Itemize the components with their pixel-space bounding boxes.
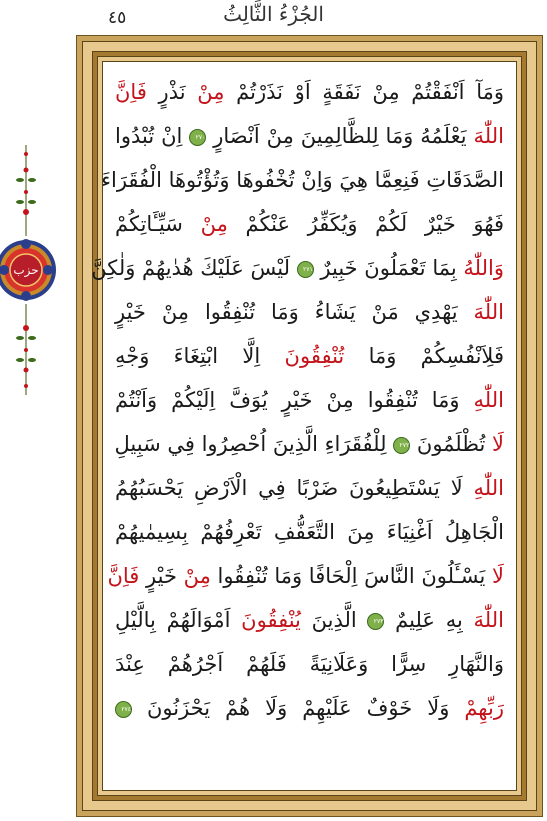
- verse-text: بِمَا تَعْمَلُونَ خَبِيرٌ: [320, 256, 457, 280]
- verse-text: فَهُوَ خَيْرٌ لَكُمْ وَيُكَفِّرُ عَنْكُمْ: [245, 212, 504, 236]
- ayah-end-marker: ٢٧٣: [367, 613, 384, 630]
- verse-text: الَّذِينَ: [311, 608, 357, 632]
- tajweed-red-text: وَاللّٰهُ: [463, 256, 504, 280]
- verse-text: اِنْ تُبْدُوا: [115, 124, 183, 148]
- verse-text: تُظْلَمُونَ: [416, 432, 486, 456]
- tajweed-red-text: لَا: [492, 564, 504, 588]
- verse-text: نَذْرٍ: [158, 80, 186, 104]
- verse-text: يَسْـَٔلُونَ النَّاسَ اِلْحَافًا وَمَا تُنْفِقُوا: [217, 564, 486, 588]
- tajweed-red-text: اللّٰهِ: [473, 476, 504, 500]
- text-line: [107, 554, 504, 598]
- text-line: [115, 466, 504, 510]
- tajweed-red-text: اللّٰهِ: [473, 388, 504, 412]
- verse-text: اِلَّا ابْتِغَاءَ وَجْهِ: [115, 344, 261, 368]
- tajweed-red-text: اللّٰهَ: [473, 300, 504, 324]
- ayah-end-marker: ٢٧٠: [189, 129, 206, 146]
- tajweed-red-text: رَبِّهِمْ: [464, 696, 504, 720]
- verse-text: خَيْرٍ: [146, 564, 177, 588]
- page-frame: [76, 35, 543, 817]
- ayah-end-marker: ٢٧١: [297, 261, 314, 278]
- text-line: [115, 510, 504, 554]
- verse-text: سَيِّـَٔاتِكُمْ: [115, 212, 183, 236]
- text-line: [115, 642, 504, 686]
- verse-text: وَمَآ اَنْفَقْتُمْ مِنْ نَفَقَةٍ اَوْ نَذَرْتُمْ: [236, 80, 504, 104]
- verse-text: يَهْدِي مَنْ يَشَاءُ وَمَا تُنْفِقُوا مِنْ خَيْرٍ: [115, 300, 458, 324]
- hizb-label: حزب: [13, 263, 39, 277]
- ayah-end-marker: ٢٧٢: [393, 437, 410, 454]
- verse-text: وَلَا خَوْفٌ عَلَيْهِمْ وَلَا هُمْ يَحْزَنُونَ: [146, 696, 450, 720]
- verse-text: وَالنَّهَارِ سِرًّا وَعَلَانِيَةً فَلَهُمْ اَجْرُهُمْ عِنْدَ: [115, 652, 504, 676]
- juz-title: الجُزْءُ الثَّالِثُ: [223, 2, 324, 26]
- tajweed-red-text: اللّٰهَ: [473, 608, 504, 632]
- text-line: [115, 422, 504, 466]
- text-line: [115, 598, 504, 642]
- tajweed-red-text: فَاِنَّ: [107, 564, 140, 588]
- text-line: [115, 686, 504, 730]
- text-line: [115, 70, 504, 114]
- text-line: [115, 334, 504, 378]
- verse-text: الصَّدَقَاتِ فَنِعِمَّا هِيَ وَاِنْ تُخْفُوهَا وَتُؤْتُوهَا الْفُقَرَاءَ: [101, 168, 504, 192]
- text-line: [115, 114, 504, 158]
- text-line: [101, 158, 504, 202]
- quran-text-area: [91, 61, 517, 791]
- verse-text: يَعْلَمُهُ وَمَا لِلظَّالِمِينَ مِنْ اَنْصَارٍ: [213, 124, 467, 148]
- verse-text: بِهِ عَلِيمٌ: [395, 608, 463, 632]
- verse-text: اَمْوَالَهُمْ بِالَّيْلِ: [115, 608, 231, 632]
- tajweed-red-text: مِنْ: [200, 212, 228, 236]
- page-number: ٤٥: [108, 8, 127, 28]
- text-line: [115, 290, 504, 334]
- verse-text: لِلْفُقَرَاءِ الَّذِينَ اُحْصِرُوا فِي سَبِيلِ: [114, 432, 387, 456]
- tajweed-red-text: لَا: [492, 432, 504, 456]
- verse-text: لَيْسَ عَلَيْكَ هُدٰيهُمْ وَلٰكِنَّ: [91, 256, 291, 280]
- verse-text: وَمَا تُنْفِقُوا مِنْ خَيْرٍ يُوَفَّ اِلَيْكُمْ وَاَنْتُمْ: [115, 388, 460, 412]
- hizb-marker: [0, 140, 52, 400]
- text-line: [91, 246, 504, 290]
- text-line: [115, 378, 504, 422]
- tajweed-red-text: تُنْفِقُونَ: [284, 344, 345, 368]
- verse-text: فَلِاَنْفُسِكُمْ وَمَا: [368, 344, 504, 368]
- tajweed-red-text: فَاِنَّ: [115, 80, 147, 104]
- ayah-end-marker: ٢٧٤: [115, 701, 132, 718]
- verse-text: الْجَاهِلُ اَغْنِيَاءَ مِنَ التَّعَفُّفِ تَعْرِفُهُمْ بِسِيمٰيهُمْ: [115, 520, 504, 544]
- tajweed-red-text: مِنْ: [183, 564, 211, 588]
- tajweed-red-text: اللّٰهَ: [473, 124, 504, 148]
- verse-text: لَا يَسْتَطِيعُونَ ضَرْبًا فِي الْاَرْضِ يَحْسَبُهُمُ: [115, 476, 463, 500]
- tajweed-red-text: مِنْ: [197, 80, 225, 104]
- text-line: [115, 202, 504, 246]
- tajweed-red-text: يُنْفِقُونَ: [241, 608, 301, 632]
